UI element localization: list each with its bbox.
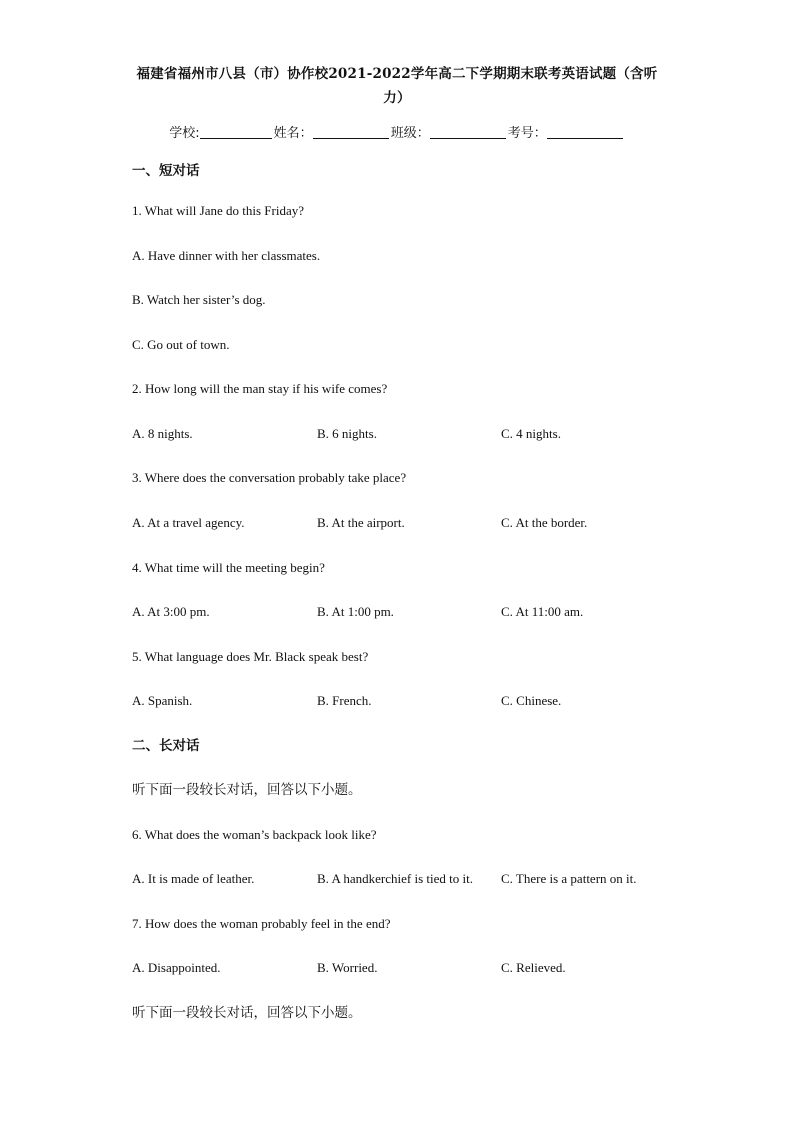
q2-option-a: A. 8 nights. <box>132 426 193 441</box>
exam-no-label: 考号： <box>507 126 547 141</box>
question-5: 5. What language does Mr. Black speak best? <box>132 649 369 664</box>
q5-option-b: B. French. <box>317 693 372 708</box>
section-heading-short-dialogues: 一、短对话 <box>132 163 200 179</box>
instruction-2: 听下面一段较长对话，回答以下小题。 <box>132 1005 362 1021</box>
instruction-1: 听下面一段较长对话，回答以下小题。 <box>132 782 362 798</box>
q2-option-b: B. 6 nights. <box>317 426 377 441</box>
school-label: 学校: <box>169 126 200 141</box>
title-line-1: 福建省福州市八县（市）协作校2021-2022学年高二下学期期末联考英语试题（含听 <box>136 66 658 82</box>
question-1: 1. What will Jane do this Friday? <box>132 203 304 218</box>
q4-option-b: B. At 1:00 pm. <box>317 604 394 619</box>
q7-option-b: B. Worried. <box>317 960 378 975</box>
section-heading-long-dialogues: 二、长对话 <box>132 738 200 754</box>
q3-option-c: C. At the border. <box>501 515 588 530</box>
question-6: 6. What does the woman’s backpack look like? <box>132 827 377 842</box>
q5-option-c: C. Chinese. <box>501 693 562 708</box>
question-2: 2. How long will the man stay if his wife comes? <box>132 381 388 396</box>
question-3: 3. Where does the conversation probably take place? <box>132 470 407 485</box>
q3-option-a: A. At a travel agency. <box>132 515 245 530</box>
question-7: 7. How does the woman probably feel in the end? <box>132 916 391 931</box>
title-line-2: 力） <box>383 90 411 106</box>
class-label: 班级： <box>390 126 430 141</box>
q6-option-b: B. A handkerchief is tied to it. <box>317 871 473 886</box>
q5-option-a: A. Spanish. <box>132 693 193 708</box>
q6-option-c: C. There is a pattern on it. <box>501 871 637 886</box>
q6-option-a: A. It is made of leather. <box>132 871 255 886</box>
question-4: 4. What time will the meeting begin? <box>132 560 325 575</box>
document-title <box>120 62 674 110</box>
q7-option-c: C. Relieved. <box>501 960 566 975</box>
class-blank[interactable] <box>430 124 506 139</box>
school-blank[interactable] <box>200 124 272 139</box>
name-label: 姓名： <box>273 126 313 141</box>
q1-option-a: A. Have dinner with her classmates. <box>132 248 321 263</box>
exam-no-blank[interactable] <box>547 124 623 139</box>
q3-option-b: B. At the airport. <box>317 515 405 530</box>
q2-option-c: C. 4 nights. <box>501 426 561 441</box>
student-info-row <box>0 124 794 144</box>
name-blank[interactable] <box>313 124 389 139</box>
q1-option-c: C. Go out of town. <box>132 337 230 352</box>
q1-option-b: B. Watch her sister’s dog. <box>132 292 266 307</box>
q4-option-c: C. At 11:00 am. <box>501 604 584 619</box>
q4-option-a: A. At 3:00 pm. <box>132 604 210 619</box>
q7-option-a: A. Disappointed. <box>132 960 221 975</box>
